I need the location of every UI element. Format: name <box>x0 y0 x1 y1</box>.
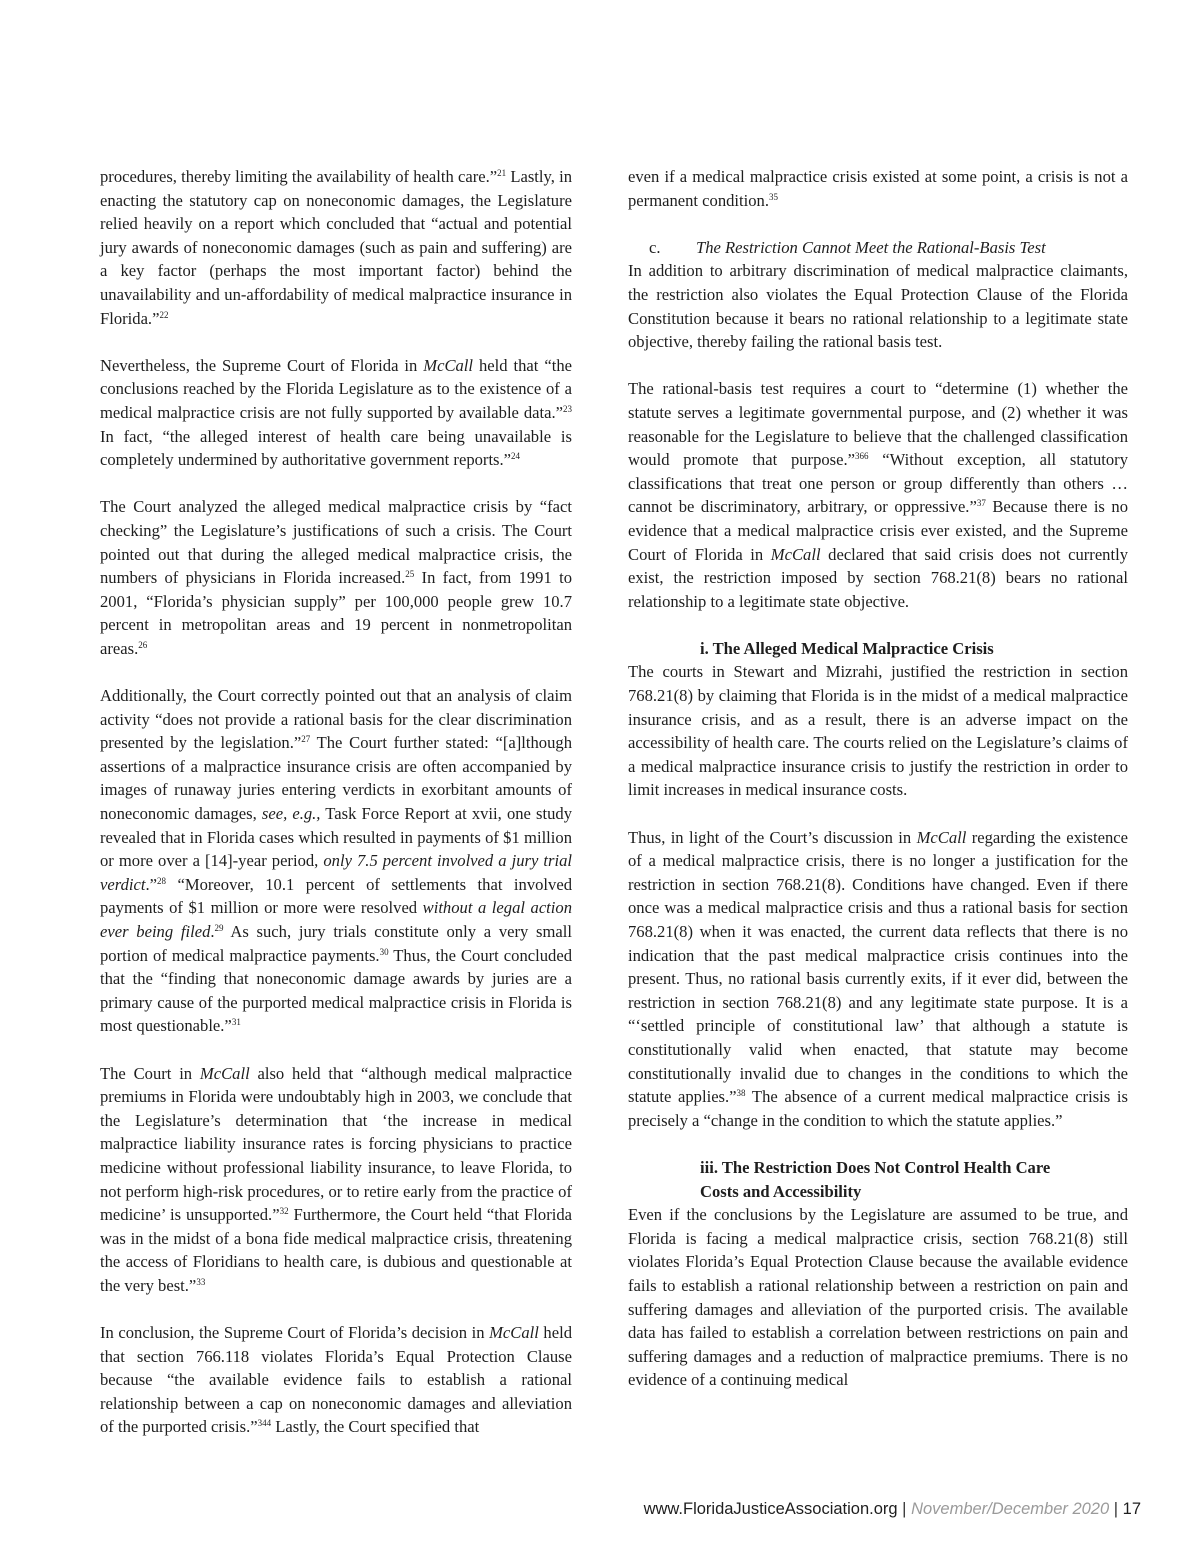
footnote-ref: 26 <box>138 639 148 650</box>
footnote-ref: 24 <box>511 451 521 462</box>
subheading-c: c. The Restriction Cannot Meet the Rational-Basis Test <box>649 237 1046 257</box>
left-paragraph-6: In conclusion, the Supreme Court of Florida’s decision in McCall held that section 766.118 violates Florida’s Equal Protection Clause because “the available evidence fails to establish a rational relationship between a cap on noneconomic damages and alleviation of the purported crisis.”$^{344}$ Lastly, the Court specified that <box>100 1323 572 1437</box>
footer-separator: | <box>1109 1500 1123 1518</box>
footnote-ref: 28 <box>156 875 166 886</box>
right-paragraph-5: Thus, in light of the Court’s discussion in McCall regarding the existence of a medical malpractice crisis, there is no longer a justification for the restriction in section 768.21(8). Conditions have changed. Even if there once was a medical malpractice crisis and thus a rational basis for section 768.21(8) when it was enacted, the current data reflects that there is no indication that the past medical malpractice crisis continues into the present. Thus, no rational basis currently exits, if it ever did, between the restriction in section 768.21(8) and any legitimate state purpose. It is a “‘settled principle of constitutional law’ that although a statute is constitutionally valid when enacted, that statute may become constitutionally invalid due to changes in the conditions to which the statute applies.”$^{38}$ The absence of a current medical malpractice crisis is precisely a “change in the condition to which the statute applies.” <box>628 827 1129 1130</box>
left-column <box>100 165 572 1439</box>
footnote-ref: 38 <box>736 1088 746 1099</box>
heading-alleged-crisis: i. The Alleged Medical Malpractice Crisis <box>700 638 994 658</box>
footer-separator: | <box>897 1500 912 1518</box>
page-number: 17 <box>1122 1500 1141 1518</box>
left-paragraph-2: Nevertheless, the Supreme Court of Florida in McCall held that “the conclusions reached by the Florida Legislature as to the existence of a medical malpractice crisis are not fully supported by available data.”$^{23}$ In fact, “the alleged interest of health care being unavailable is completely undermined by authoritative government reports.”$^{24}$ <box>100 355 572 470</box>
footnote-ref: 32 <box>279 1206 289 1217</box>
issue-date: November/December 2020 <box>911 1500 1110 1518</box>
heading-restriction-costs: iii. The Restriction Does Not Control Health Care Costs and Accessibility <box>700 1157 1051 1201</box>
left-paragraph-5: The Court in McCall also held that “although medical malpractice premiums in Florida were undoubtably high in 2003, we conclude that the Legislature’s determination that ‘the increase in medical malpractice liability insurance rates is forcing physicians to practice medicine without professional liability insurance, to leave Florida, to not perform high-risk procedures, or to retire early from the practice of medicine’ is unsupported.”$^{32}$ Furthermore, the Court held “that Florida was in the midst of a bona fide medical malpractice crisis, threatening the access of Floridians to health care, is dubious and questionable at the very best.”$^{33}$ <box>100 1063 572 1295</box>
left-paragraph-1: procedures, thereby limiting the availability of health care.”$^{21}$ Lastly, in enacting the statutory cap on noneconomic damages, the Legislature relied heavily on a report which concluded that “actual and potential jury awards of noneconomic damages (such as pain and suffering) are a key factor (perhaps the most important factor) behind the unavailability and un-affordability of medical malpractice insurance in Florida.”$^{22}$ <box>100 167 572 328</box>
footnote-ref: 37 <box>976 498 986 509</box>
footnote-ref: 22 <box>159 309 169 320</box>
right-paragraph-1: even if a medical malpractice crisis existed at some point, a crisis is not a permanent condition.$^{35}$ <box>628 167 1128 210</box>
right-paragraph-6: Even if the conclusions by the Legislature are assumed to be true, and Florida is facing a medical malpractice crisis, section 768.21(8) still violates Florida’s Equal Protection Clause because the available evidence fails to establish a rational relationship between a restriction on pain and suffering damages and alleviation of the purported crisis. The available data has failed to establish a correlation between restrictions on pain and suffering damages and a reduction of malpractice premiums. There is no evidence of a continuing medical <box>628 1205 1128 1390</box>
right-paragraph-3: The rational-basis test requires a court to “determine (1) whether the statute serves a legitimate governmental purpose, and (2) whether it was reasonable for the Legislature to believe that the challenged classification would promote that purpose.”$^{366}$ “Without exception, all statutory classifications that treat one person or group differently than others … cannot be discriminatory, arbitrary, or oppressive.”$^{37}$ Because there is no evidence that a medical malpractice crisis ever existed, and the Supreme Court of Florida in McCall declared that said crisis does not currently exist, the restriction imposed by section 768.21(8) bears no rational relationship to a legitimate state objective. <box>628 379 1129 611</box>
right-column <box>628 165 1128 1392</box>
footnote-ref: 35 <box>769 191 779 202</box>
footnote-ref: 366 <box>855 451 869 462</box>
footnote-ref: 27 <box>301 734 311 745</box>
footnote-ref: 33 <box>196 1276 206 1287</box>
footnote-ref: 23 <box>563 403 572 414</box>
page-footer <box>644 1500 1141 1519</box>
left-paragraph-3: The Court analyzed the alleged medical malpractice crisis by “fact checking” the Legislature’s justifications of such a crisis. The Court pointed out that during the alleged medical malpractice crisis, the numbers of physicians in Florida increased.$^{25}$ In fact, from 1991 to 2001, “Florida’s physician supply” per 100,000 people grew 10.7 percent in metropolitan areas and 19 percent in nonmetropolitan areas.$^{26}$ <box>100 497 572 658</box>
right-paragraph-2: In addition to arbitrary discrimination of medical malpractice claimants, the restriction also violates the Equal Protection Clause of the Florida Constitution because it bears no rational relationship to a legitimate state objective, thereby failing the rational basis test. <box>628 261 1128 352</box>
right-paragraph-4: The courts in Stewart and Mizrahi, justified the restriction in section 768.21(8) by claiming that Florida is in the midst of a medical malpractice insurance crisis, and as a result, there is an adverse impact on the accessibility of health care. The courts relied on the Legislature’s claims of a medical malpractice insurance crisis to justify the restriction in order to limit increases in medical insurance costs. <box>628 662 1128 800</box>
footnote-ref: 344 <box>257 1418 272 1429</box>
footnote-ref: 21 <box>497 168 507 178</box>
left-paragraph-4: Additionally, the Court correctly pointed out that an analysis of claim activity “does not provide a rational basis for the clear discrimination presented by the legislation.”$^{27}$ The Court further stated: “[a]lthough assertions of a malpractice insurance crisis are often accompanied by images of runaway juries entering verdicts in exorbitant amounts of noneconomic damages, see, e.g., Task Force Report at xvii, one study revealed that in Florida cases which resulted in payments of $1 million or more over a [14]-year period, only 7.5 percent involved a jury trial verdict.”$^{28}$ “Moreover, 10.1 percent of settlements that involved payments of $1 million or more were resolved without a legal action ever being filed.$^{29}$ As such, jury trials constitute only a very small portion of medical malpractice payments.$^{30}$ Thus, the Court concluded that the “finding that noneconomic damage awards by juries are a primary cause of the purported medical malpractice crisis in Florida is most questionable.”$^{31}$ <box>100 686 572 1036</box>
footnote-ref: 30 <box>379 946 389 957</box>
footnote-ref: 25 <box>405 569 415 580</box>
footnote-ref: 29 <box>214 923 224 933</box>
website-link[interactable]: www.FloridaJusticeAssociation.org <box>643 1500 898 1518</box>
footnote-ref: 31 <box>231 1017 241 1028</box>
